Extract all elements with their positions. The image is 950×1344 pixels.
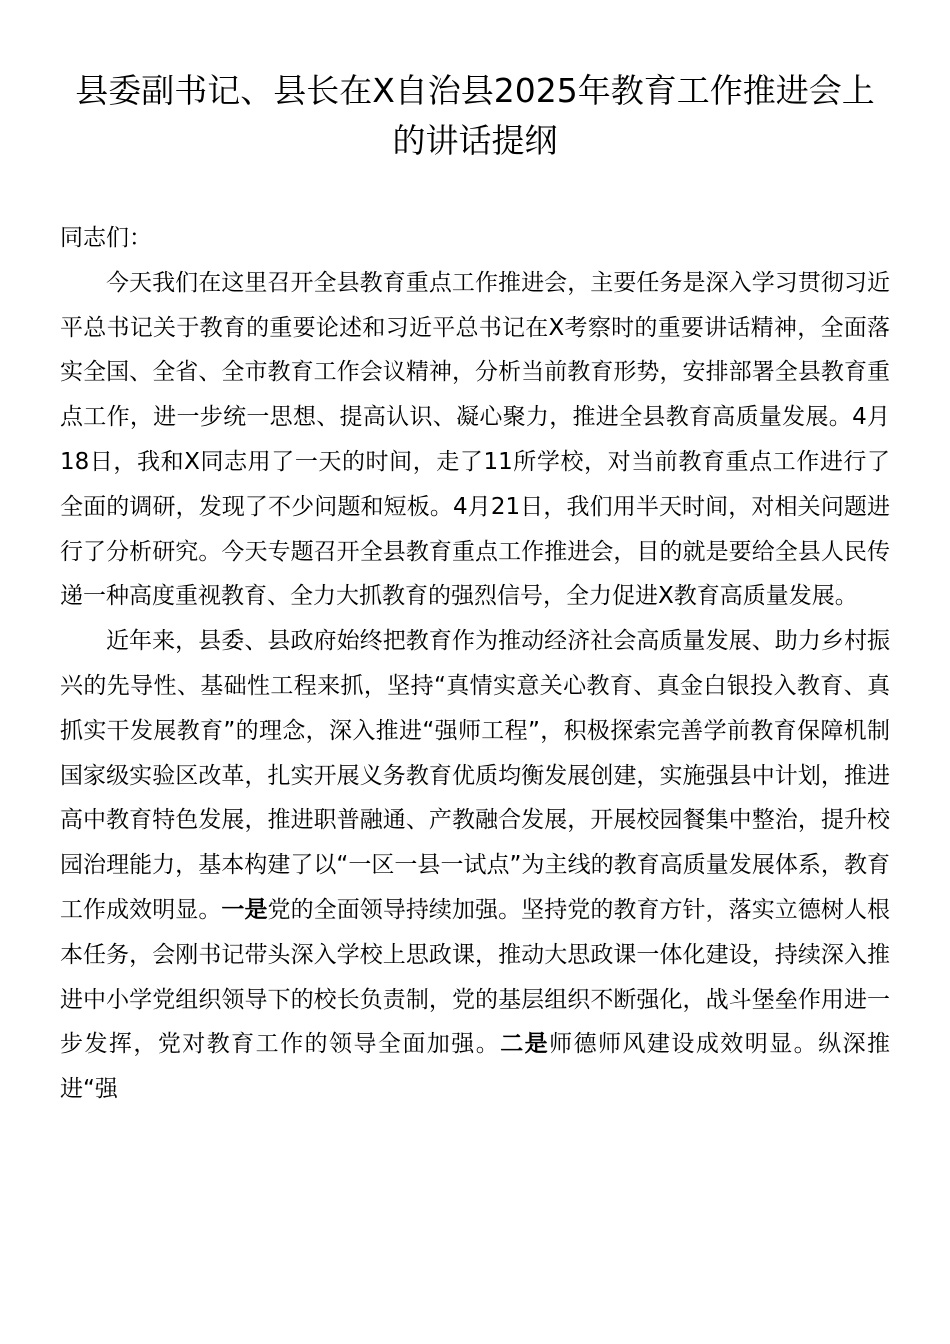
point-2-label: 二是 (500, 1031, 550, 1058)
document-title: 县委副书记、县长在X自治县2025年教育工作推进会上的讲话提纲 (75, 71, 875, 160)
document-body (60, 216, 890, 1112)
salutation: 同志们： (60, 225, 152, 251)
paragraph-2-intro: 近年来，县委、县政府始终把教育作为推动经济社会高质量发展、助力乡村振兴的先导性、基础性工程来抓，坚持“真情实意关心教育、真金白银投入教育、真抓实干发展教育”的理念，深入推进“强师工程”，积极探索完善学前教育保障机制国家级实验区改革，扎实开展义务教育优质均衡发展创建，实施强县中计划，推进高中教育特色发展，推进职普融通、产教融合发展，开展校园餐集中整治，提升校园治理能力，基本构建了以“一区一县一试点”为主线的教育高质量发展体系，教育工作成效明显。 (60, 628, 890, 923)
point-1-text: 党的全面领导持续加强。坚持党的教育方针，落实立德树人根本任务，会刚书记带头深入学校上思政课，推动大思政课一体化建设，持续深入推进中小学党组织领导下的校长负责制，党的基层组织不断强化，战斗堡垒作用进一步发挥，党对教育工作的领导全面加强。 (60, 896, 891, 1058)
point-2-text: 师德师风建设成效明显。纵深推进“强 (60, 1031, 891, 1103)
paragraph-2 (60, 619, 890, 1112)
point-1-label: 一是 (221, 896, 268, 923)
paragraph-1: 今天我们在这里召开全县教育重点工作推进会，主要任务是深入学习贯彻习近平总书记关于教育的重要论述和习近平总书记在X考察时的重要讲话精神，全面落实全国、全省、全市教育工作会议精神，分析当前教育形势，安排部署全县教育重点工作，进一步统一思想、提高认识、凝心聚力，推进全县教育高质量发展。4月18日，我和X同志用了一天的时间，走了11所学校，对当前教育重点工作进行了全面的调研，发现了不少问题和短板。4月21日，我们用半天时间，对相关问题进行了分析研究。今天专题召开全县教育重点工作推进会，目的就是要给全县人民传递一种高度重视教育、全力大抓教育的强烈信号，全力促进X教育高质量发展。 (60, 269, 890, 610)
